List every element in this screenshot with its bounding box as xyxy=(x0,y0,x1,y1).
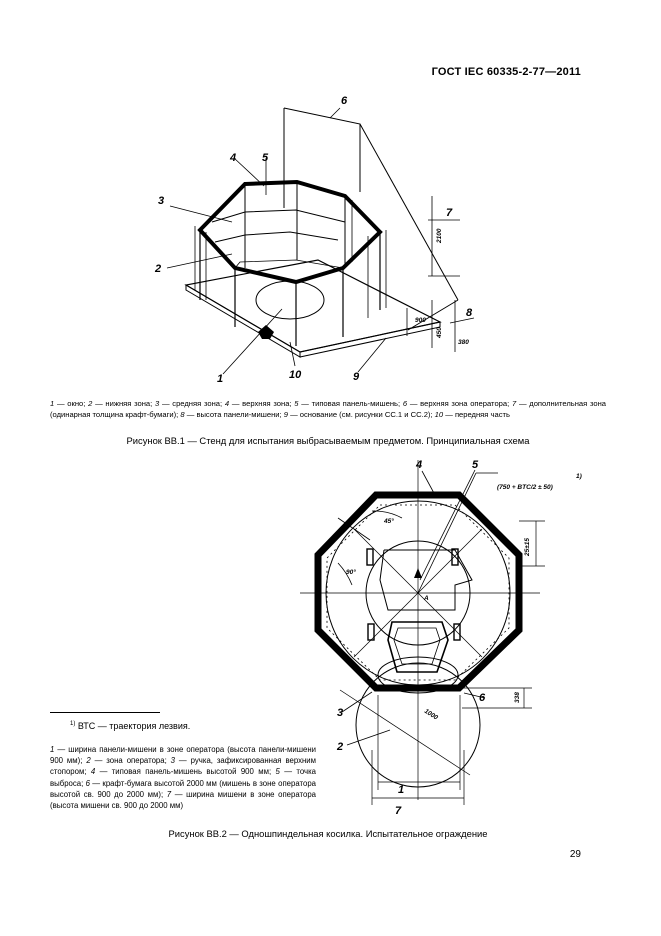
legend-item: 7 — ширина мишени в зоне оператора (высота мишени св. 900 до 2000 мм) xyxy=(50,789,317,811)
dim-338: 338 xyxy=(514,692,521,703)
legend-item: 4 — типовая панель-мишень высотой 900 мм; xyxy=(90,767,276,777)
angle-45: 45° xyxy=(384,518,394,525)
callout-6: 6 xyxy=(479,692,486,704)
figure1-caption: Рисунок ВВ.1 — Стенд для испытания выбрасываемым предметом. Принципиальная схема xyxy=(126,435,530,446)
drawing-line xyxy=(367,549,373,565)
callout-6: 6 xyxy=(341,95,348,107)
callout-5: 5 xyxy=(472,459,479,471)
figure2-caption: Рисунок ВВ.2 — Одношпиндельная косилка. Испытательное ограждение xyxy=(168,828,488,839)
dim-450: 450 xyxy=(436,327,443,338)
legend-item: 7 — дополнительная зона (одинарная толщина крафт-бумаги); xyxy=(50,399,607,419)
dim-380: 380 xyxy=(458,339,469,346)
legend-item: 6 — крафт-бумага высотой 2000 мм (мишень в зоне оператора высотой св. 900 до 2000 мм); xyxy=(50,778,316,799)
figure2-legend xyxy=(50,744,316,811)
dim-1000: 1000 xyxy=(422,707,439,722)
legend-item: 3 — ручка, зафиксированная верхним стопором; xyxy=(50,756,317,777)
footnote-rule xyxy=(50,712,160,713)
callout-10: 10 xyxy=(289,369,302,381)
callout-3: 3 xyxy=(337,707,344,719)
callout-2: 2 xyxy=(337,741,344,753)
dim-900: 900 xyxy=(415,317,426,324)
legend-item: 8 — высота панели-мишени; xyxy=(180,410,284,419)
drawing-line xyxy=(342,692,372,712)
legend-item: 9 — основание (см. рисунки СС.1 и СС.2); xyxy=(283,410,435,419)
footnote: $^{1)}$ ВТС — траектория лезвия. xyxy=(70,721,191,731)
legend-item: 4 — верхняя зона; xyxy=(224,399,295,408)
drawing-line xyxy=(422,471,435,495)
page-number: 29 xyxy=(569,849,581,860)
callout-3: 3 xyxy=(158,195,165,207)
callout-7: 7 xyxy=(446,207,453,219)
legend-item: 2 — зона оператора; xyxy=(86,756,171,766)
dim-2100: 2100 xyxy=(436,228,443,243)
callout-1: 1 xyxy=(217,373,224,385)
dim-750-note: 1) xyxy=(576,473,582,480)
legend-item: 6 — верхняя зона оператора; xyxy=(402,399,512,408)
callout-8: 8 xyxy=(466,307,473,319)
callout-7: 7 xyxy=(395,805,402,817)
legend-item: 1 — окно; xyxy=(50,399,89,408)
legend-item: 2 — нижняя зона; xyxy=(88,399,155,408)
legend-item: 1 — ширина панели-мишени в зоне оператора (высота панели-мишени 900 мм); xyxy=(50,745,316,766)
legend-item: 10 — передняя часть xyxy=(434,410,510,419)
legend-item: 5 — точка выброса; xyxy=(50,767,316,788)
dim-25: 25±15 xyxy=(524,537,531,556)
document-header: ГОСТ IEC 60335-2-77—2011 xyxy=(431,66,581,78)
callout-9: 9 xyxy=(353,371,360,383)
callout-4: 4 xyxy=(230,152,237,164)
callout-4: 4 xyxy=(416,459,423,471)
callout-2: 2 xyxy=(155,263,162,275)
drawing-line xyxy=(414,568,422,578)
drawing-line xyxy=(372,511,402,518)
drawing-line xyxy=(340,690,470,775)
callout-1: 1 xyxy=(398,784,405,796)
legend-item: 5 — типовая панель-мишень; xyxy=(294,399,403,408)
drawing-line xyxy=(347,730,390,745)
dim-750: (750 + BTC/2 ± 50) xyxy=(497,484,553,491)
angle-90: 90° xyxy=(346,569,356,576)
legend-item: 3 — средняя зона; xyxy=(154,399,225,408)
callout-5: 5 xyxy=(262,152,269,164)
point-a: A xyxy=(424,595,429,602)
